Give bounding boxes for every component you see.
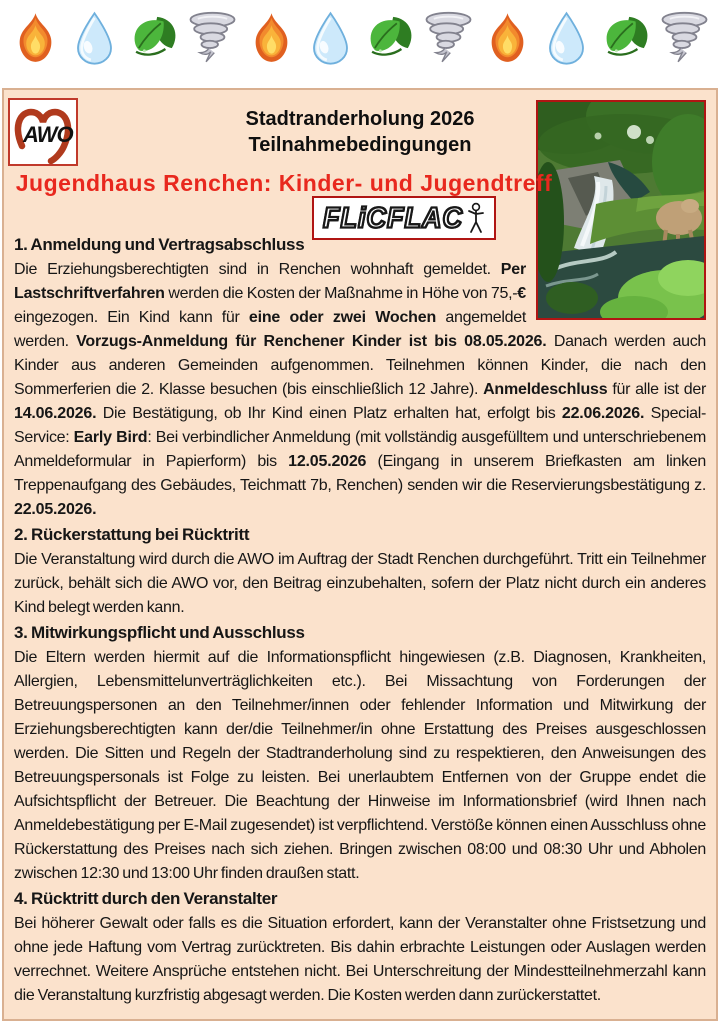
section-heading: 1. Anmeldung und Vertragsabschluss (14, 235, 305, 254)
document-sheet (2, 88, 718, 1021)
document-title-block (4, 106, 716, 158)
section-paragraph: Die Erziehungsberechtigten sind in Renchen wohnhaft gemeldet. Per Lastschriftverfahren werden die Kosten der Maßnahme in Höhe von 75,-€ eingezogen. Ein Kind kann für eine oder zwei Wochen angemeldet werden. Vorzugs-Anmeldung für Renchener Kinder ist bis 08.05.2026. Danach werden auch Kinder aus anderen Gemeinden aufgenommen. Teilnehmen können Kinder, die nach den Sommerferien die 2. Klasse besuchen (bis einschließlich 12 Jahre). Anmeldeschluss für alle ist der 14.06.2026. Die Bestätigung, ob Ihr Kind einen Platz erhalten hat, erfolgt bis 22.06.2026. Special-Service: Early Bird: Bei verbindlicher Anmeldung (mit vollständig ausgefülltem und unterschriebenem Anmeldeformular in Papierform) bis 12.05.2026 (Eingang in unserem Briefkasten am linken Treppenaufgang des Gebäudes, Teichmatt 7b, Renchen) senden wir die Reservierungsbestätigung z. 22.05.2026. (14, 261, 707, 518)
section-paragraph: Die Eltern werden hiermit auf die Informationspflicht hingewiesen (z.B. Diagnosen, Krankheiten, Allergien, Lebensmittelunverträglichkeiten etc.). Bei Missachtung von Forderungen der Betreuungspersonen an den Teilnehmer/innen oder fehlender Information und Mitwirkung der Erziehungsberechtigten kann der/die Teilnehmer/in ohne Erstattung des Preises ausgeschlossen werden. Die Sitten und Regeln der Stadtranderholung sind zu respektieren, den Anweisungen des Betreuungspersonals ist Folge zu leisten. Bei unerlaubtem Entfernen von der Gruppe endet die Aufsichtspflicht der Betreuer. Die Beachtung der Hinweise im Informationsbrief (wird Ihnen nach Anmeldebestätigung per E-Mail zugesendet) ist verpflichtend. Verstöße können einen Ausschluss ohne Rückerstattung des Preises nach sich ziehen. Bringen zwischen 08:00 und 08:30 Uhr und Abholen zwischen 12:30 und 13:00 Uhr finden draußen statt. (14, 649, 706, 882)
leaf-icon (598, 8, 653, 68)
tornado-icon (657, 8, 712, 68)
element-icon-strip (8, 5, 712, 71)
leaf-icon (362, 8, 417, 68)
sheet-content (4, 90, 716, 1019)
flame-icon (8, 8, 63, 68)
sprayer-figure-icon (467, 202, 485, 234)
droplet-icon (303, 8, 358, 68)
section-paragraph: Bei höherer Gewalt oder falls es die Situation erfordert, kann der Veranstalter ohne Fristsetzung und ohne jede Haftung vom Vertrag zurücktreten. Bis dahin erbrachte Leistungen oder Auslagen werden verrechnet. Weitere Ansprüche entstehen nicht. Bei Unterschreitung der Mindestteilnehmerzahl kann die Veranstaltung kurzfristig abgesagt werden. Die Kosten werden dann zurückerstattet. (14, 915, 706, 1004)
section-heading: 4. Rücktritt durch den Veranstalter (14, 889, 278, 908)
droplet-icon (539, 8, 594, 68)
red-subtitle: Jugendhaus Renchen: Kinder- und Jugendtreff (15, 170, 553, 196)
section-heading: 3. Mitwirkungspflicht und Ausschluss (14, 623, 305, 642)
tornado-icon (185, 8, 240, 68)
awo-logo-text: AWO (23, 122, 73, 147)
title-line-1: Stadtranderholung 2026 (245, 108, 475, 130)
flicflac-graffiti-text: FLiCFLAC (323, 201, 463, 234)
section-paragraph: Die Veranstaltung wird durch die AWO im Auftrag der Stadt Renchen durchgeführt. Tritt ein Teilnehmer zurück, behält sich die AWO vor, den Beitrag einzubehalten, sofern der Platz nicht durch ein anderes Kind belegt werden kann. (14, 551, 706, 616)
flicflac-logo-box (312, 196, 496, 240)
tornado-icon (421, 8, 476, 68)
leaf-icon (126, 8, 181, 68)
title-line-2: Teilnahmebedingungen (248, 134, 472, 156)
flame-icon (480, 8, 535, 68)
section-heading: 2. Rückerstattung bei Rücktritt (14, 525, 250, 544)
droplet-icon (67, 8, 122, 68)
flame-icon (244, 8, 299, 68)
